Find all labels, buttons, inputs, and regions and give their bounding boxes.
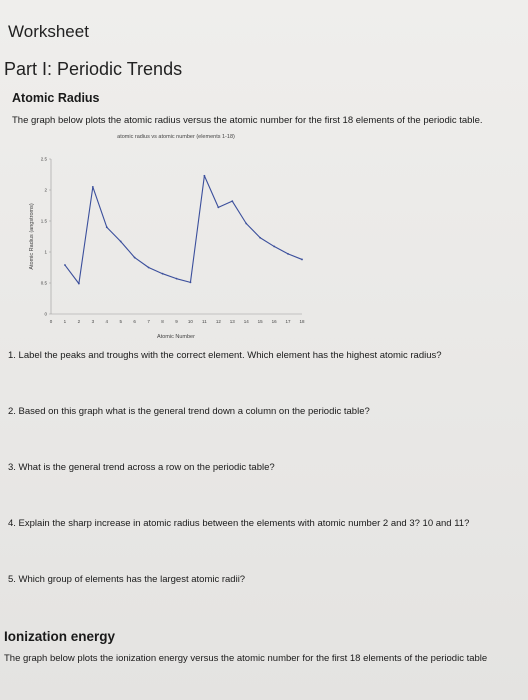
chart-data-point [245,223,247,225]
chart-y-tick-label: 0 [44,311,47,317]
chart-y-tick-label: 1.5 [40,218,47,224]
chart-data-point [231,200,233,202]
question-2: 2. Based on this graph what is the general trend down a column on the periodic table? [8,406,370,417]
chart-data-point [287,253,289,255]
chart-data-point [203,175,205,177]
chart-y-tick-label: 2.5 [40,156,47,162]
chart-x-tick-label: 15 [257,319,263,324]
atomic-radius-heading: Atomic Radius [12,91,100,105]
question-4: 4. Explain the sharp increase in atomic radius between the elements with atomic number 2 and 3? 10 and 11? [8,518,470,529]
chart-x-tick-label: 13 [229,319,235,324]
chart-axes [51,159,302,314]
atomic-radius-chart [0,128,528,360]
chart-data-point [217,206,219,208]
chart-x-tick-label: 5 [119,319,122,324]
chart-x-tick-label: 18 [299,319,305,324]
chart-x-tick-label: 11 [202,319,207,324]
chart-x-tick-label: 4 [105,319,109,324]
chart-data-point [64,264,66,266]
question-1: 1. Label the peaks and troughs with the correct element. Which element has the highest atomic radius? [8,350,442,361]
chart-x-tick-label: 14 [243,319,249,324]
part-title: Part I: Periodic Trends [4,59,183,79]
chart-data-point [148,267,150,269]
chart-data-point [259,237,261,239]
chart-x-tick-label: 3 [91,319,95,324]
chart-x-tick-label: 16 [271,319,277,324]
atomic-radius-intro: The graph below plots the atomic radius versus the atomic number for the first 18 elements of the periodic table. [12,115,483,126]
chart-x-tick-label: 17 [285,319,291,324]
ionization-energy-heading: Ionization energy [4,629,116,644]
question-3: 3. What is the general trend across a row on the periodic table? [8,462,275,473]
atomic-radius-chart-svg [0,128,528,360]
chart-series-line [65,176,302,284]
chart-x-tick-label: 12 [215,319,221,324]
chart-data-point [273,246,275,248]
chart-data-point [78,283,80,285]
chart-data-point [92,186,94,188]
chart-data-point [190,281,192,283]
chart-data-point [162,273,164,275]
chart-x-tick-label: 7 [147,319,150,324]
chart-data-point [106,226,108,228]
chart-y-tick-label: 2 [44,187,47,193]
chart-data-point [134,257,136,259]
chart-x-tick-label: 1 [63,319,67,324]
chart-x-tick-label: 6 [133,319,136,324]
chart-ticks [41,157,305,324]
chart-data-point [176,278,178,280]
chart-x-tick-label: 0 [49,319,53,324]
chart-x-tick-label: 8 [161,319,164,324]
chart-y-tick-label: 1 [44,249,47,255]
question-5: 5. Which group of elements has the largest atomic radii? [8,574,246,585]
worksheet-title: Worksheet [8,22,89,41]
chart-title: atomic radius vs atomic number (elements 1-18) [117,134,235,140]
chart-y-tick-label: 0.5 [40,280,47,286]
chart-x-tick-label: 2 [77,319,81,324]
chart-data-point [120,241,122,243]
chart-series [64,175,303,285]
chart-x-axis-label: Atomic Number [157,334,195,340]
chart-y-axis-label: Atomic Radius (angstroms) [29,203,35,270]
ionization-energy-intro: The graph below plots the ionization energy versus the atomic number for the first 18 elements of the periodic table [4,653,488,664]
chart-x-tick-label: 9 [175,319,178,324]
chart-data-point [301,259,303,261]
chart-x-tick-label: 10 [187,319,193,324]
